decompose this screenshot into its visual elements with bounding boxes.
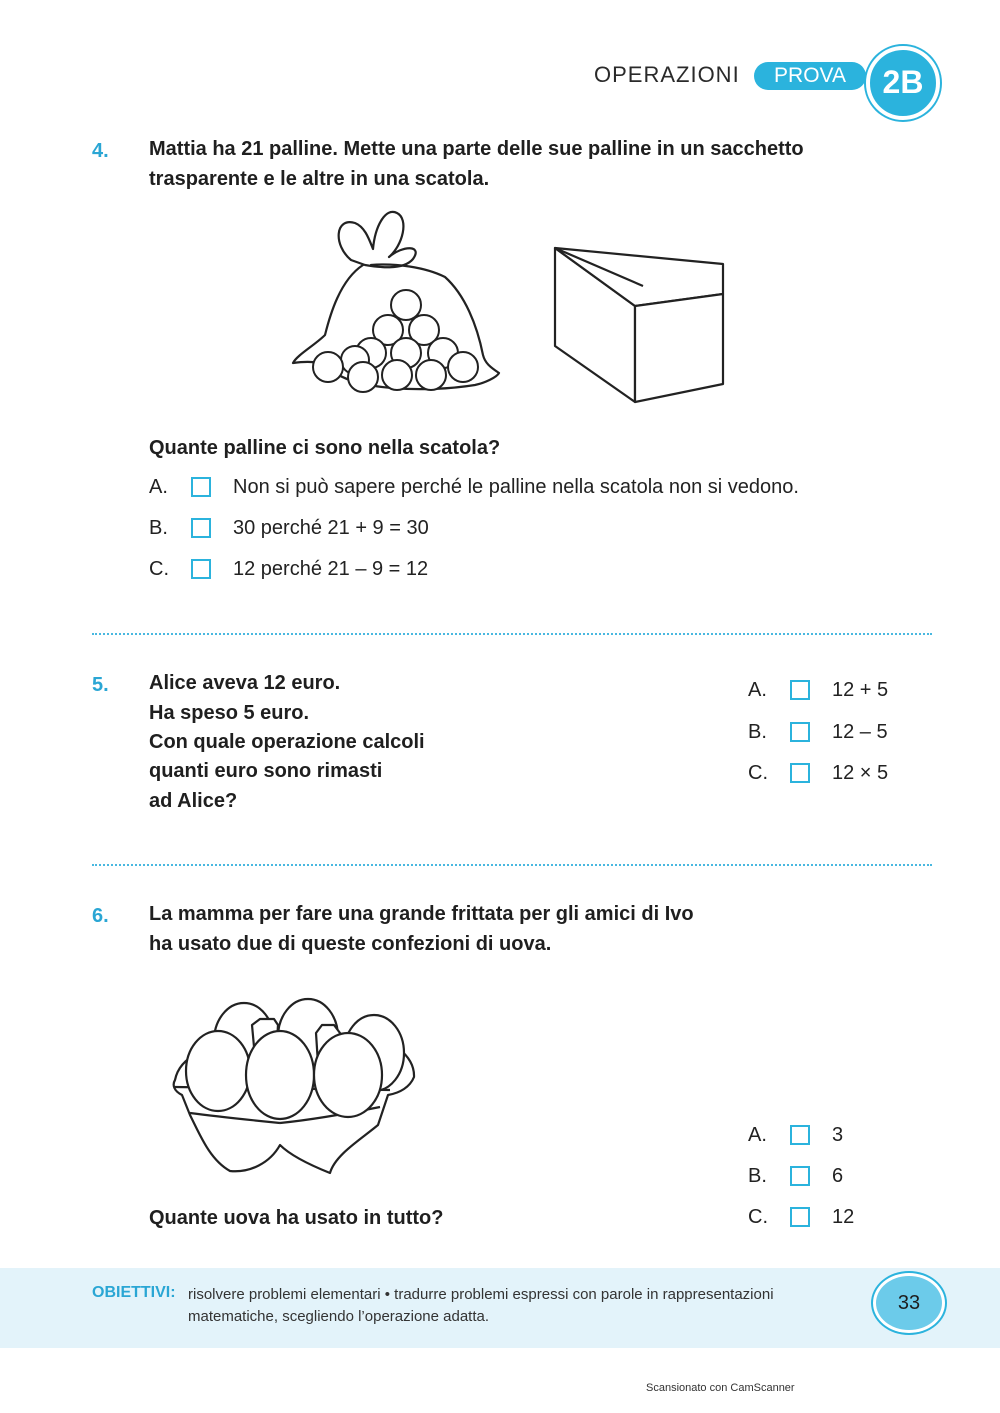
checkbox[interactable]	[790, 1125, 810, 1145]
q4-number: 4.	[92, 140, 109, 162]
q5-line5: ad Alice?	[149, 790, 238, 812]
q4-question: Quante palline ci sono nella scatola?	[149, 437, 501, 459]
test-tag: PROVA	[754, 62, 866, 90]
option-letter: B.	[748, 1165, 767, 1187]
checkbox[interactable]	[191, 518, 211, 538]
checkbox[interactable]	[790, 680, 810, 700]
test-badge: 2B	[866, 46, 940, 120]
q6-option-a[interactable]	[748, 1122, 928, 1150]
objectives-line1: risolvere problemi elementari • tradurre problemi espressi con parole in rappresentazioni	[188, 1286, 774, 1303]
q5-line2: Ha speso 5 euro.	[149, 702, 310, 724]
q4-option-c[interactable]	[149, 556, 929, 584]
objectives-line2: matematiche, scegliendo l’operazione adatta.	[188, 1308, 490, 1325]
q6-question: Quante uova ha usato in tutto?	[149, 1207, 444, 1229]
option-letter: A.	[748, 679, 767, 701]
checkbox[interactable]	[191, 477, 211, 497]
q5-option-a[interactable]	[748, 677, 928, 705]
option-text: 12 × 5	[832, 762, 889, 784]
q4-option-a[interactable]	[149, 474, 929, 502]
checkbox[interactable]	[790, 1207, 810, 1227]
egg-carton-illustration	[170, 995, 420, 1180]
scanner-watermark: Scansionato con CamScanner	[646, 1382, 795, 1394]
q6-option-c[interactable]	[748, 1204, 928, 1232]
option-text: 12	[832, 1206, 855, 1228]
q4-line1: Mattia ha 21 palline. Mette una parte delle sue palline in un sacchetto	[149, 138, 804, 160]
q5-line3: Con quale operazione calcoli	[149, 731, 425, 753]
option-text: 6	[832, 1165, 844, 1187]
q5-option-c[interactable]	[748, 760, 928, 788]
option-text: 12 + 5	[832, 679, 889, 701]
checkbox[interactable]	[790, 722, 810, 742]
q5-line4: quanti euro sono rimasti	[149, 760, 383, 782]
q5-option-b[interactable]	[748, 719, 928, 747]
box-illustration	[545, 238, 735, 408]
option-letter: C.	[748, 1206, 768, 1228]
q5-number: 5.	[92, 674, 109, 696]
page-number: 33	[876, 1276, 942, 1330]
option-letter: C.	[748, 762, 768, 784]
q4-line2: trasparente e le altre in una scatola.	[149, 168, 490, 190]
q5-line1: Alice aveva 12 euro.	[149, 672, 341, 694]
q6-option-b[interactable]	[748, 1163, 928, 1191]
option-letter: B.	[149, 517, 168, 539]
bag-illustration	[285, 205, 510, 410]
divider	[92, 864, 932, 866]
option-text: 12 perché 21 – 9 = 12	[233, 558, 429, 580]
checkbox[interactable]	[191, 559, 211, 579]
option-letter: C.	[149, 558, 169, 580]
q4-option-b[interactable]	[149, 515, 929, 543]
checkbox[interactable]	[790, 763, 810, 783]
checkbox[interactable]	[790, 1166, 810, 1186]
option-letter: A.	[748, 1124, 767, 1146]
objectives-label: OBIETTIVI:	[92, 1284, 176, 1301]
q6-line2: ha usato due di queste confezioni di uova.	[149, 933, 552, 955]
q6-line1: La mamma per fare una grande frittata per gli amici di Ivo	[149, 903, 694, 925]
option-text: 3	[832, 1124, 844, 1146]
option-text: Non si può sapere perché le palline nella scatola non si vedono.	[233, 476, 799, 498]
option-text: 30 perché 21 + 9 = 30	[233, 517, 429, 539]
option-letter: B.	[748, 721, 767, 743]
objectives-text	[188, 1284, 828, 1328]
divider	[92, 633, 932, 635]
section-title: OPERAZIONI	[594, 62, 740, 87]
option-letter: A.	[149, 476, 168, 498]
q6-number: 6.	[92, 905, 109, 927]
option-text: 12 – 5	[832, 721, 888, 743]
